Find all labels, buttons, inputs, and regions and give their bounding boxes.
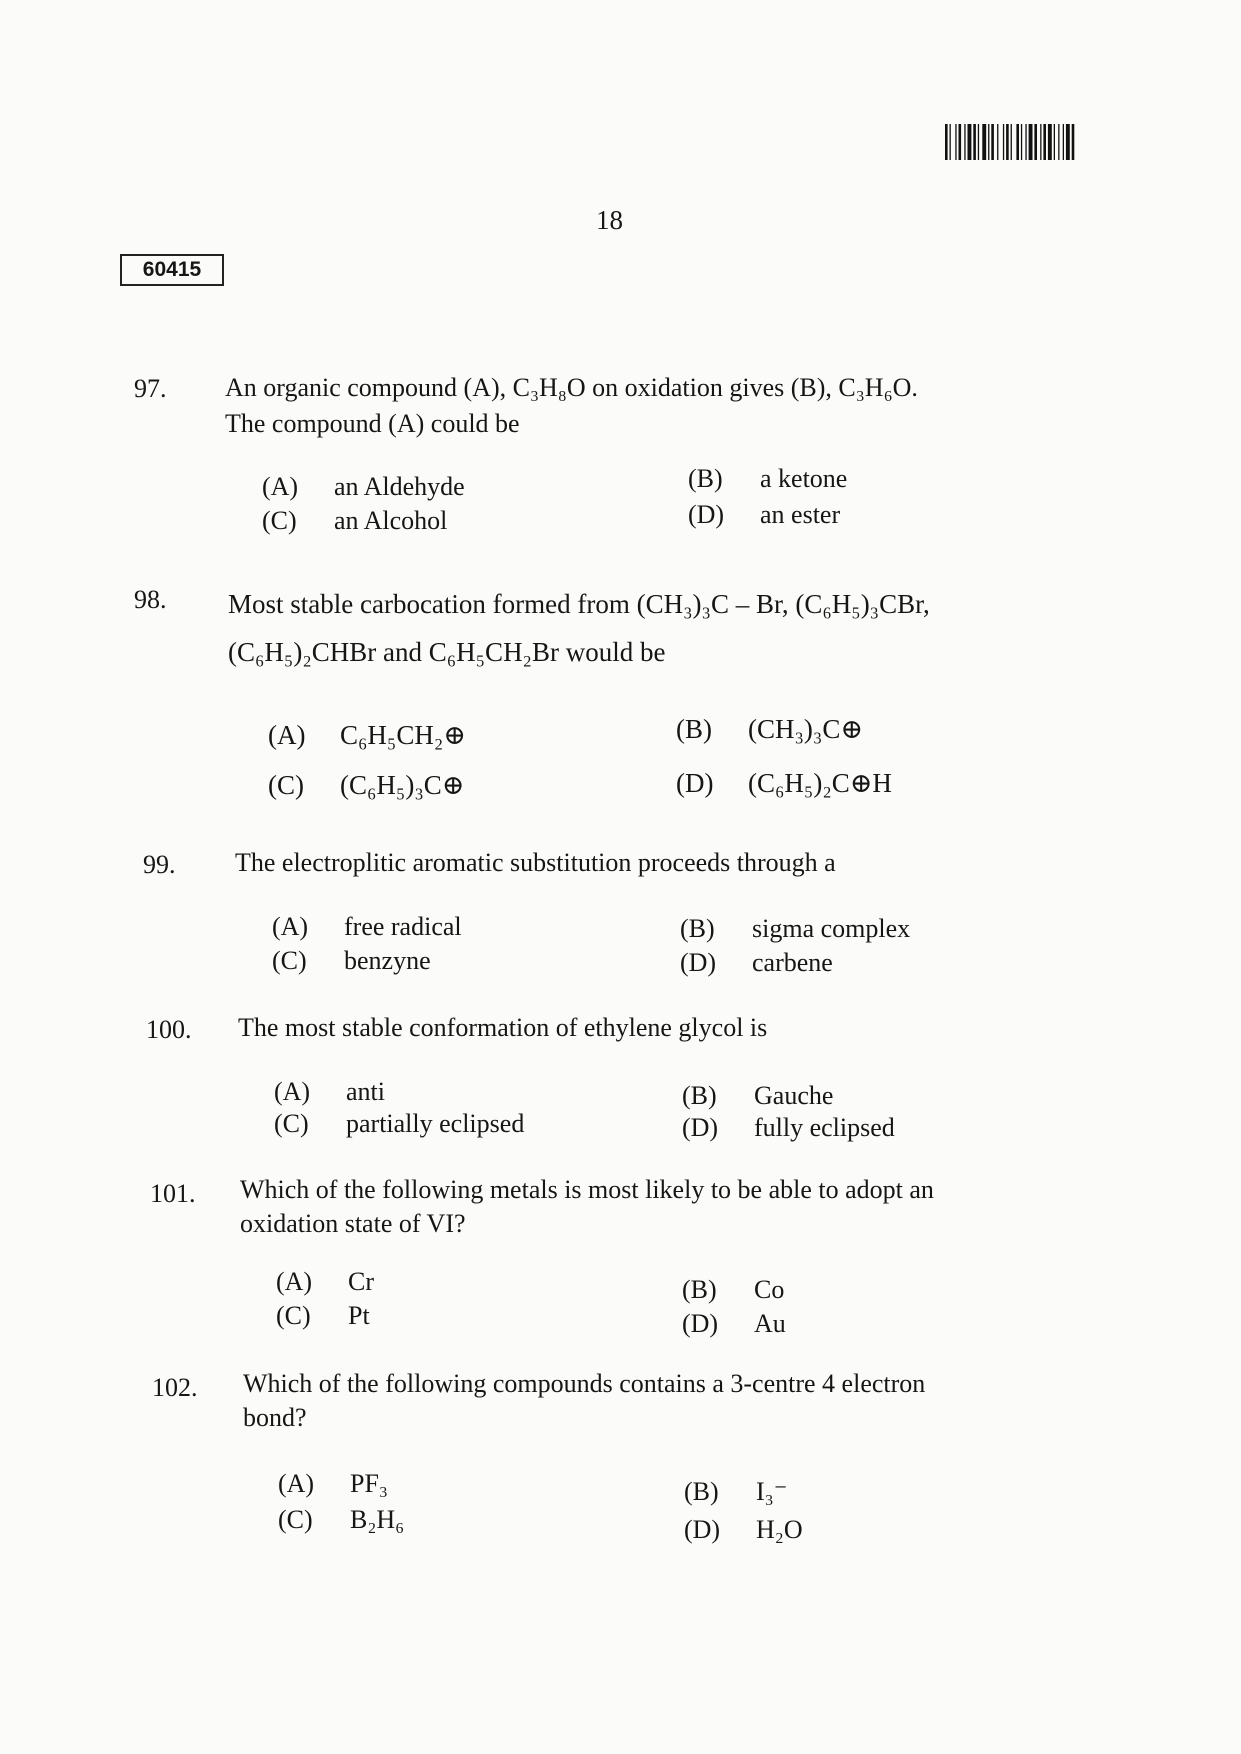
option-label: (B) (676, 714, 712, 744)
option-text: fully eclipsed (754, 1113, 895, 1142)
question-text-line: An organic compound (A), C₃H₈O on oxidation gives (B), C₃H₆O. (225, 373, 918, 402)
option-label: (C) (276, 1301, 311, 1330)
option-text: Cr (348, 1267, 374, 1296)
question-text-line: Which of the following metals is most likely to be able to adopt an (240, 1175, 934, 1204)
option-a (278, 1469, 388, 1499)
option-text: a ketone (760, 464, 848, 493)
option-label: (A) (262, 472, 299, 501)
question-number: 101. (150, 1179, 196, 1208)
option-text: an Aldehyde (334, 472, 465, 501)
option-text: (C₆H₅)₂C⊕H (748, 768, 892, 798)
option-text: C₆H₅CH₂⊕ (340, 720, 466, 750)
question-number: 100. (146, 1015, 192, 1044)
option-text: an ester (760, 500, 841, 529)
question-text-line: bond? (243, 1403, 307, 1432)
option-text: Co (754, 1275, 785, 1304)
question-text-line: oxidation state of VI? (240, 1209, 466, 1238)
option-text: PF₃ (350, 1469, 388, 1498)
question-text-line: The most stable conformation of ethylene glycol is (238, 1013, 768, 1042)
option-label: (B) (688, 464, 723, 493)
option-text: sigma complex (752, 914, 911, 943)
option-label: (B) (684, 1477, 719, 1506)
option-d (682, 1113, 895, 1143)
option-text: benzyne (344, 946, 431, 975)
option-label: (C) (262, 506, 297, 535)
option-b (682, 1275, 784, 1305)
option-text: (C₆H₅)₃C⊕ (340, 770, 465, 800)
question-number: 98. (134, 585, 167, 614)
question-text (243, 1367, 925, 1435)
question-text-line: (C₆H₅)₂CHBr and C₆H₅CH₂Br would be (228, 637, 666, 667)
barcode-image (945, 124, 1140, 160)
option-c (278, 1505, 404, 1535)
option-d (682, 1309, 786, 1339)
option-text: an Alcohol (334, 506, 448, 535)
option-a (268, 720, 466, 751)
option-text: (CH₃)₃C⊕ (748, 714, 863, 744)
page-number: 18 (596, 205, 623, 235)
question-number: 99. (143, 850, 176, 879)
option-d (676, 768, 892, 799)
option-b (682, 1081, 833, 1111)
option-label: (D) (684, 1515, 721, 1544)
option-text: free radical (344, 912, 462, 941)
option-c (268, 770, 464, 801)
option-label: (B) (682, 1275, 717, 1304)
option-text: B₂H₆ (350, 1505, 405, 1534)
option-label: (D) (682, 1113, 719, 1142)
option-b (684, 1477, 787, 1507)
option-a (262, 472, 465, 502)
option-text: Au (754, 1309, 786, 1338)
option-text: I₃⁻ (756, 1477, 788, 1506)
option-b (680, 914, 910, 944)
option-d (688, 500, 840, 530)
option-label: (C) (274, 1109, 309, 1138)
question-number: 102. (152, 1373, 198, 1402)
option-label: (A) (278, 1469, 315, 1498)
question-text-line: The compound (A) could be (225, 409, 520, 438)
question-text (235, 845, 836, 881)
option-a (274, 1077, 385, 1107)
paper-code-box: 60415 (120, 254, 224, 286)
option-a (272, 912, 462, 942)
option-label: (A) (276, 1267, 313, 1296)
option-label: (C) (278, 1505, 313, 1534)
option-label: (B) (680, 914, 715, 943)
option-label: (D) (688, 500, 725, 529)
option-text: Gauche (754, 1081, 834, 1110)
option-label: (D) (676, 768, 714, 798)
question-text (238, 1010, 767, 1046)
question-text (240, 1173, 934, 1241)
question-text-line: Which of the following compounds contains a 3-centre 4 electron (243, 1369, 926, 1398)
option-text: Pt (348, 1301, 370, 1330)
question-text (228, 580, 930, 676)
option-b (688, 464, 847, 494)
option-label: (C) (268, 770, 304, 800)
option-label: (A) (274, 1077, 311, 1106)
option-c (274, 1109, 524, 1139)
option-text: H₂O (756, 1515, 803, 1544)
option-label: (C) (272, 946, 307, 975)
option-c (262, 506, 447, 536)
option-c (272, 946, 431, 976)
option-text: partially eclipsed (346, 1109, 525, 1138)
option-label: (A) (268, 720, 306, 750)
question-text (225, 370, 918, 442)
option-b (676, 714, 863, 745)
option-label: (A) (272, 912, 309, 941)
option-d (684, 1515, 803, 1545)
option-label: (B) (682, 1081, 717, 1110)
question-text-line: Most stable carbocation formed from (CH₃)₃C – Br, (C₆H₅)₃CBr, (228, 589, 930, 619)
question-text-line: The electroplitic aromatic substitution proceeds through a (235, 848, 836, 877)
option-label: (D) (680, 948, 717, 977)
option-d (680, 948, 833, 978)
option-text: carbene (752, 948, 833, 977)
option-c (276, 1301, 370, 1331)
question-number: 97. (134, 374, 167, 403)
option-text: anti (346, 1077, 385, 1106)
option-label: (D) (682, 1309, 719, 1338)
option-a (276, 1267, 374, 1297)
